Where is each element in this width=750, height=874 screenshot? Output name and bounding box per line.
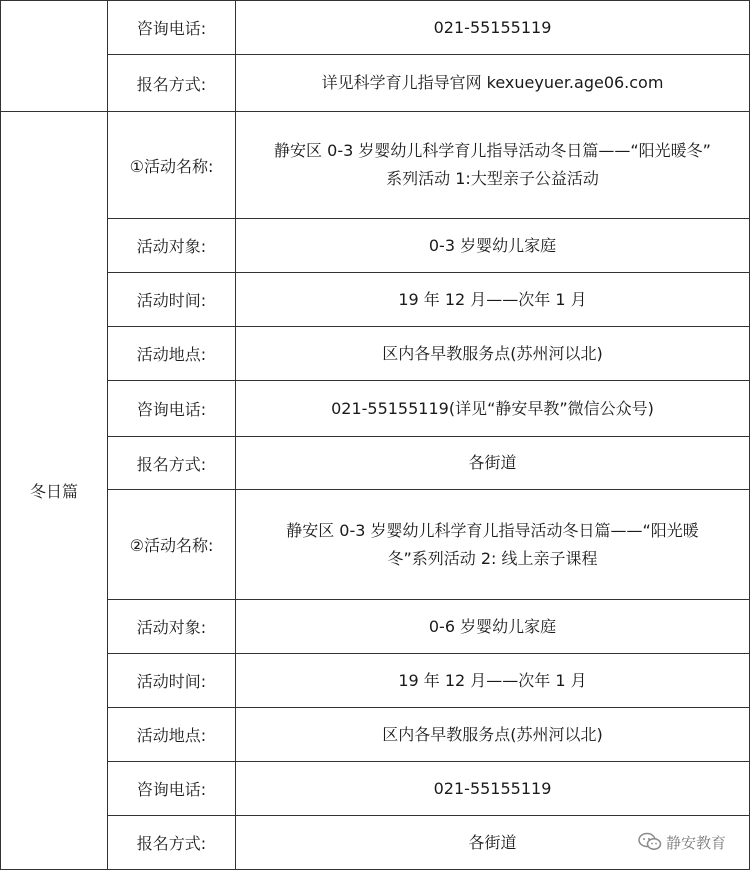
table-row (1, 654, 750, 708)
activity1-name-line2: 系列活动 1:大型亲子公益活动 (386, 169, 599, 188)
table-row (1, 437, 750, 490)
row-value: 19 年 12 月——次年 1 月 (236, 654, 750, 708)
row-label: 咨询电话: (108, 381, 236, 437)
table-row (1, 55, 750, 112)
row-value: 各街道 (236, 437, 750, 490)
row-label: 报名方式: (108, 55, 236, 112)
activity1-name-label: ①活动名称: (108, 112, 236, 219)
activity2-name-line2: 冬”系列活动 2: 线上亲子课程 (387, 548, 598, 568)
table-row (1, 762, 750, 816)
row-label: 报名方式: (108, 816, 236, 870)
row-label: 咨询电话: (108, 1, 236, 55)
row-value: 区内各早教服务点(苏州河以北) (236, 327, 750, 381)
row-label: 活动地点: (108, 708, 236, 762)
table-row (1, 273, 750, 327)
activity1-name-line1: 静安区 0-3 岁婴幼儿科学育儿指导活动冬日篇——“阳光暖冬” (274, 141, 711, 160)
table-row (1, 381, 750, 437)
row-label: 咨询电话: (108, 762, 236, 816)
activity1-name-value (236, 112, 750, 219)
row-value: 0-3 岁婴幼儿家庭 (236, 219, 750, 273)
section-cell-top (1, 1, 108, 112)
row-value: 021-55155119 (236, 1, 750, 55)
row-value: 0-6 岁婴幼儿家庭 (236, 600, 750, 654)
row-value: 区内各早教服务点(苏州河以北) (236, 708, 750, 762)
row-label: 活动对象: (108, 600, 236, 654)
watermark (638, 829, 726, 855)
row-label: 活动时间: (108, 273, 236, 327)
row-value: 详见科学育儿指导官网 kexueyuer.age06.com (236, 55, 750, 112)
row-value: 各街道 (236, 816, 750, 870)
row-label: 活动地点: (108, 327, 236, 381)
row-label: 活动对象: (108, 219, 236, 273)
table-row (1, 112, 750, 219)
wechat-icon (638, 832, 662, 852)
section-label-winter: 冬日篇 (1, 112, 108, 870)
row-value: 19 年 12 月——次年 1 月 (236, 273, 750, 327)
row-label: 报名方式: (108, 437, 236, 490)
activity2-name-label: ②活动名称: (108, 490, 236, 600)
activity2-name-line1: 静安区 0-3 岁婴幼儿科学育儿指导活动冬日篇——“阳光暖 (286, 520, 699, 540)
row-value: 021-55155119 (236, 762, 750, 816)
table-row (1, 490, 750, 600)
row-value: 021-55155119(详见“静安早教”微信公众号) (236, 381, 750, 437)
table-row (1, 1, 750, 55)
table-row (1, 219, 750, 273)
table-row (1, 600, 750, 654)
table-row (1, 708, 750, 762)
activity2-name-value (236, 490, 750, 600)
watermark-text: 静安教育 (665, 833, 726, 852)
row-label: 活动时间: (108, 654, 236, 708)
table-row (1, 327, 750, 381)
